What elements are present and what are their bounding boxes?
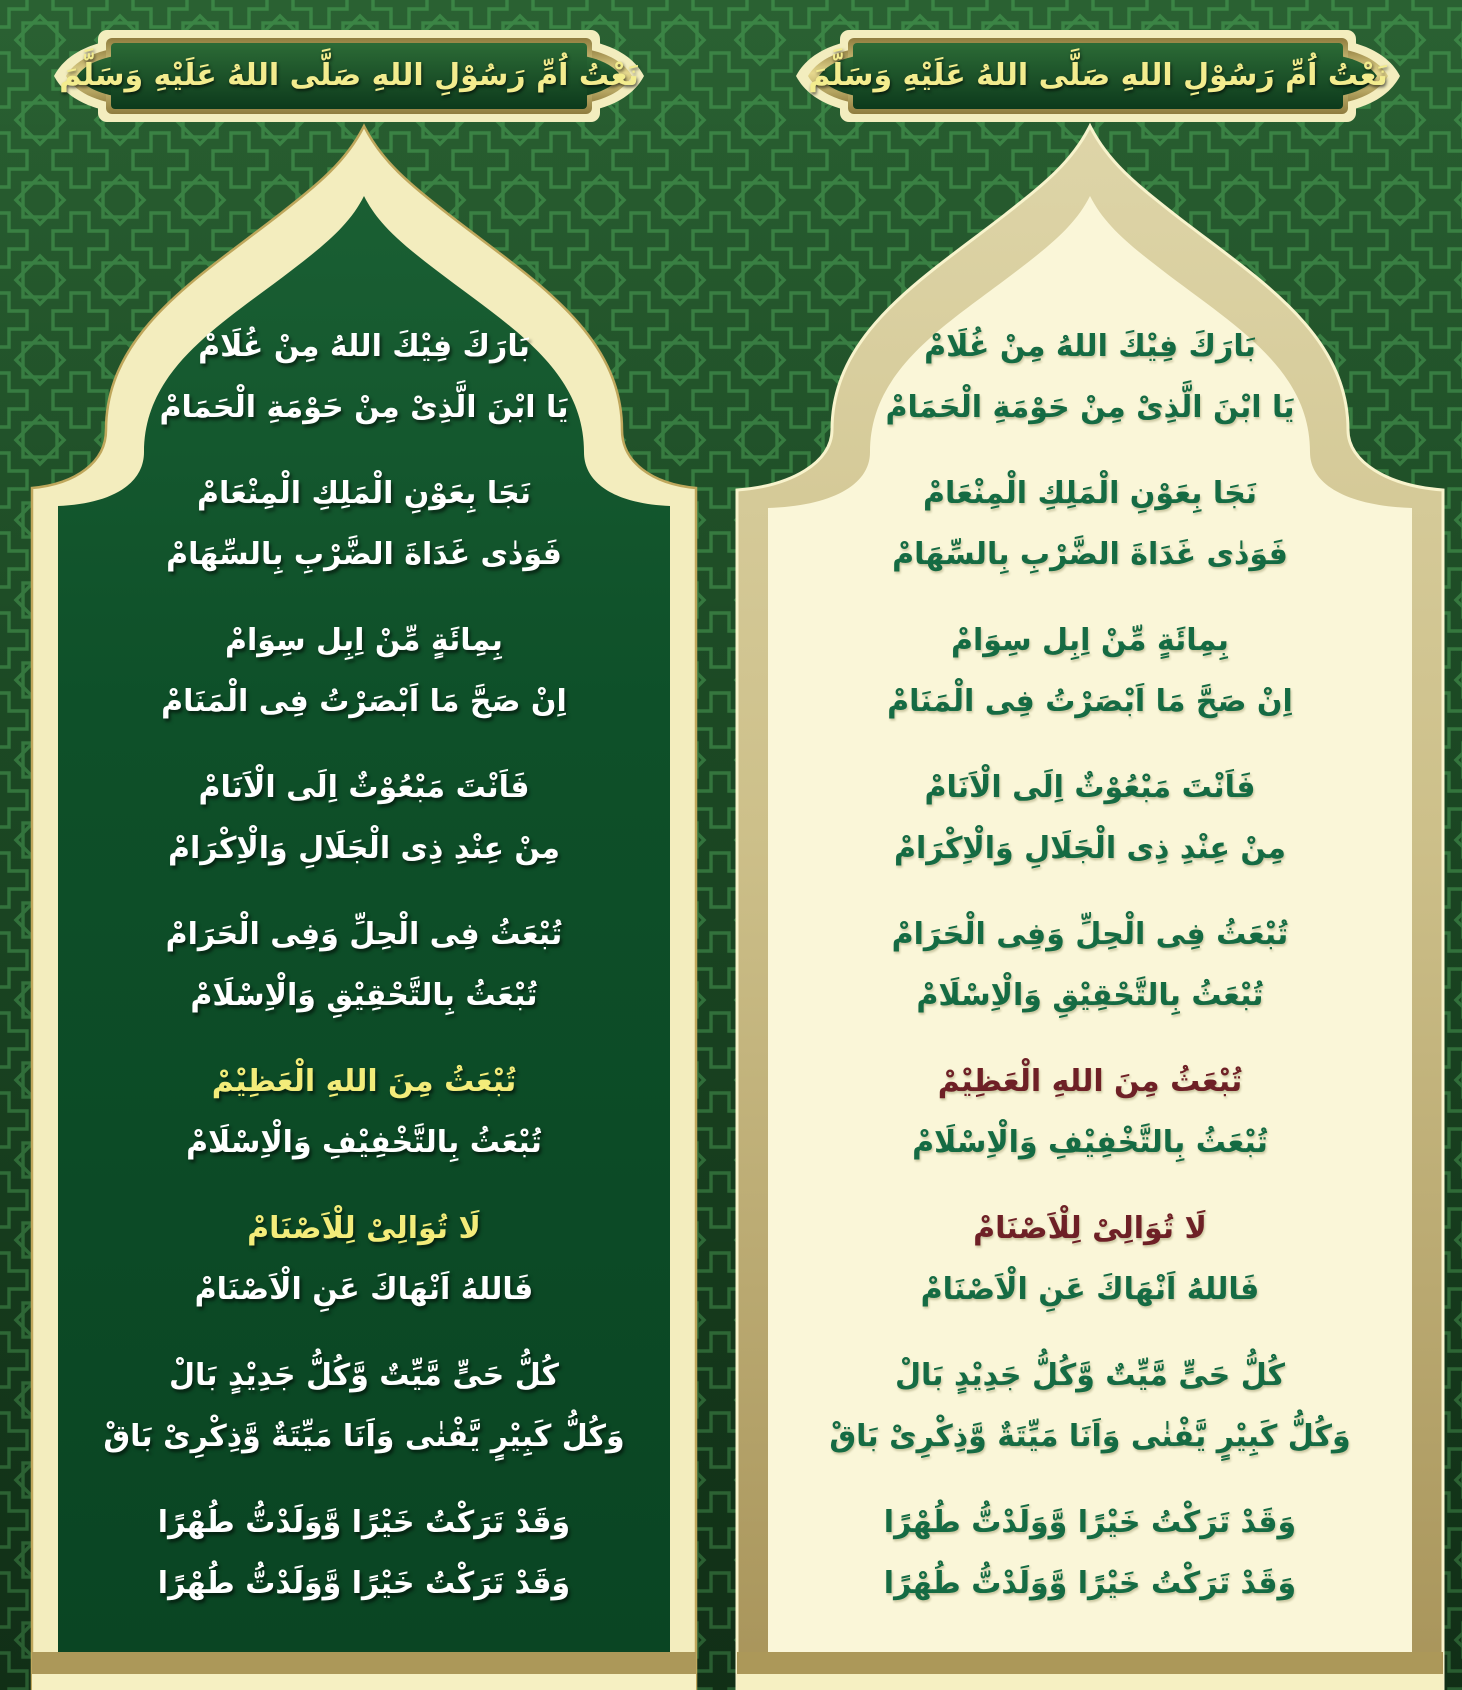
- couplet: [58, 904, 670, 1026]
- couplet: [58, 463, 670, 585]
- poem-line: بَارَكَ فِيْكَ اللهُ مِنْ غُلَامْ: [924, 329, 1256, 364]
- poem-line: مِنْ عِنْدِ ذِى الْجَلَالِ وَالْاِكْرَامْ: [894, 831, 1286, 866]
- poem-line: تُبْعَثُ فِى الْحِلِّ وَفِى الْحَرَامْ: [165, 917, 563, 952]
- couplet: [58, 316, 670, 438]
- couplet: [58, 757, 670, 879]
- poem-left: [58, 316, 670, 1639]
- poem-line: يَا ابْنَ الَّذِىْ مِنْ حَوْمَةِ الْحَمَامْ: [885, 390, 1295, 425]
- poem-right: [768, 316, 1412, 1639]
- couplet: [768, 316, 1412, 438]
- poem-line: كُلُّ حَىٍّ مَّيِّتٌ وَّكُلُّ جَدِيْدٍ بَالْ: [895, 1358, 1285, 1393]
- couplet: [58, 1051, 670, 1173]
- couplet: [768, 757, 1412, 879]
- banner-title-right: نَعْتُ اُمِّ رَسُوْلِ اللهِ صَلَّى اللهُ عَلَيْهِ وَسَلَّمَ: [808, 58, 1388, 93]
- poem-line: وَقَدْ تَرَكْتُ خَيْرًا وَّوَلَدْتُّ طُهْرًا: [157, 1505, 571, 1540]
- poem-line: اِنْ صَحَّ مَا اَبْصَرْتُ فِى الْمَنَامْ: [887, 684, 1293, 719]
- poem-line: تُبْعَثُ بِالتَّخْفِيْفِ وَالْاِسْلَامْ: [912, 1125, 1268, 1160]
- banner-title-left: نَعْتُ اُمِّ رَسُوْلِ اللهِ صَلَّى اللهُ عَلَيْهِ وَسَلَّمَ: [59, 58, 639, 93]
- poem-line: فَاَنْتَ مَبْعُوْثٌ اِلَى الْاَنَامْ: [924, 770, 1256, 805]
- poem-line-accent: لَا تُوَالِىْ لِلْاَصْنَامْ: [973, 1211, 1207, 1246]
- poem-line: وَقَدْ تَرَكْتُ خَيْرًا وَّوَلَدْتُّ طُهْرًا: [883, 1566, 1297, 1601]
- poem-line: تُبْعَثُ بِالتَّحْقِيْقِ وَالْاِسْلَامْ: [190, 978, 538, 1013]
- poem-line: اِنْ صَحَّ مَا اَبْصَرْتُ فِى الْمَنَامْ: [161, 684, 567, 719]
- poem-line-accent: لَا تُوَالِىْ لِلْاَصْنَامْ: [247, 1211, 481, 1246]
- couplet: [768, 1198, 1412, 1320]
- poem-line: فَوَدٰى غَدَاةَ الضَّرْبِ بِالسِّهَامْ: [892, 537, 1288, 572]
- poem-line: بِمِائَةٍ مِّنْ اِبِل سِوَامْ: [225, 623, 503, 658]
- poem-line: مِنْ عِنْدِ ذِى الْجَلَالِ وَالْاِكْرَامْ: [168, 831, 560, 866]
- poem-line-accent: تُبْعَثُ مِنَ اللهِ الْعَظِيْمْ: [937, 1064, 1243, 1099]
- couplet: [58, 1198, 670, 1320]
- poem-line: فَوَدٰى غَدَاةَ الضَّرْبِ بِالسِّهَامْ: [166, 537, 562, 572]
- couplet: [768, 610, 1412, 732]
- right-bottom-cream-band: [737, 1674, 1443, 1690]
- poem-line: وَكُلُّ كَبِيْرٍ يَّفْنٰى وَاَنَا مَيِّتَةٌ وَّذِكْرِىْ بَاقْ: [103, 1419, 625, 1454]
- poem-line: تُبْعَثُ فِى الْحِلِّ وَفِى الْحَرَامْ: [891, 917, 1289, 952]
- poem-line: وَقَدْ تَرَكْتُ خَيْرًا وَّوَلَدْتُّ طُهْرًا: [157, 1566, 571, 1601]
- poem-line: بَارَكَ فِيْكَ اللهُ مِنْ غُلَامْ: [198, 329, 530, 364]
- poem-line: تُبْعَثُ بِالتَّحْقِيْقِ وَالْاِسْلَامْ: [916, 978, 1264, 1013]
- poem-line: يَا ابْنَ الَّذِىْ مِنْ حَوْمَةِ الْحَمَامْ: [159, 390, 569, 425]
- poem-line: كُلُّ حَىٍّ مَّيِّتٌ وَّكُلُّ جَدِيْدٍ بَالْ: [169, 1358, 559, 1393]
- poem-line: تُبْعَثُ بِالتَّخْفِيْفِ وَالْاِسْلَامْ: [186, 1125, 542, 1160]
- poem-line: نَجَا بِعَوْنِ الْمَلِكِ الْمِنْعَامْ: [922, 476, 1258, 511]
- couplet: [768, 904, 1412, 1026]
- poem-line: وَقَدْ تَرَكْتُ خَيْرًا وَّوَلَدْتُّ طُهْرًا: [883, 1505, 1297, 1540]
- poem-line: فَاَنْتَ مَبْعُوْثٌ اِلَى الْاَنَامْ: [198, 770, 530, 805]
- poem-line: فَاللهُ اَنْهَاكَ عَنِ الْاَصْنَامْ: [194, 1272, 534, 1307]
- couplet: [768, 1345, 1412, 1467]
- poem-line: فَاللهُ اَنْهَاكَ عَنِ الْاَصْنَامْ: [920, 1272, 1260, 1307]
- couplet: [768, 463, 1412, 585]
- poem-line: نَجَا بِعَوْنِ الْمَلِكِ الْمِنْعَامْ: [196, 476, 532, 511]
- couplet: [58, 610, 670, 732]
- poem-line: وَكُلُّ كَبِيْرٍ يَّفْنٰى وَاَنَا مَيِّتَةٌ وَّذِكْرِىْ بَاقْ: [829, 1419, 1351, 1454]
- poem-line: بِمِائَةٍ مِّنْ اِبِل سِوَامْ: [951, 623, 1229, 658]
- right-bottom-gold-band: [737, 1652, 1443, 1674]
- poem-line-accent: تُبْعَثُ مِنَ اللهِ الْعَظِيْمْ: [211, 1064, 517, 1099]
- couplet: [58, 1492, 670, 1614]
- couplet: [768, 1051, 1412, 1173]
- couplet: [768, 1492, 1412, 1614]
- couplet: [58, 1345, 670, 1467]
